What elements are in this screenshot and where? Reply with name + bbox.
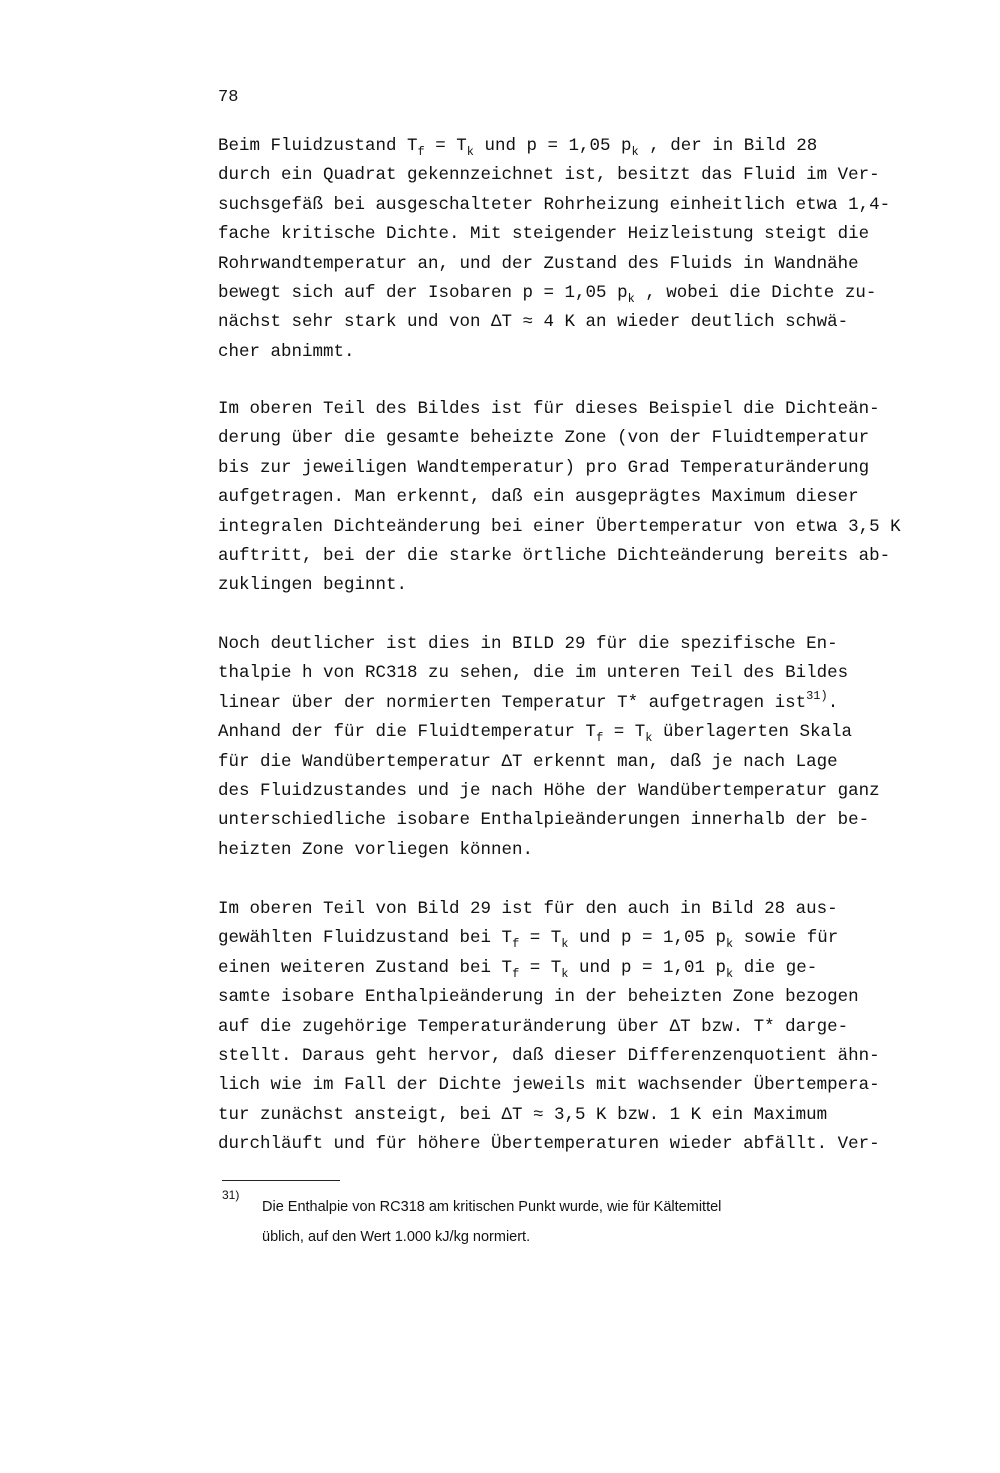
text-run: Rohrwandtemperatur an, und der Zustand des Fluids in Wandnähe <box>218 253 859 274</box>
subscript: f <box>512 937 520 952</box>
text-run: überlagerten Skala <box>652 722 853 743</box>
text-run: , der in Bild 28 <box>638 136 818 156</box>
text-run: unterschiedliche isobare Enthalpieänderungen innerhalb der be- <box>218 810 870 831</box>
footnote-line: Die Enthalpie von RC318 am kritischen Punkt wurde, wie für Kältemittel <box>262 1199 722 1215</box>
text-line <box>218 454 960 483</box>
text-line <box>218 1130 960 1159</box>
text-line <box>218 132 960 161</box>
text-run: durch ein Quadrat gekennzeichnet ist, besitzt das Fluid im Ver- <box>218 165 880 186</box>
text-line <box>218 308 960 337</box>
text-run: integralen Dichteänderung bei einer Übertemperatur von etwa 3,5 K <box>218 516 901 537</box>
subscript: k <box>561 966 569 981</box>
text-run: Noch deutlicher ist dies in BILD 29 für die spezifische En- <box>218 634 838 654</box>
text-line <box>218 250 960 279</box>
text-line <box>218 424 960 453</box>
text-run: linear über der normierten Temperatur T* aufgetragen ist <box>218 692 807 713</box>
text-line <box>218 542 960 571</box>
subscript: f <box>417 145 425 159</box>
text-line <box>218 806 960 835</box>
page-number: 78 <box>218 88 239 107</box>
text-line <box>218 191 960 220</box>
text-run: Im oberen Teil von Bild 29 ist für den auch in Bild 28 aus- <box>218 899 838 919</box>
subscript: k <box>726 937 734 952</box>
text-line <box>218 161 960 190</box>
text-run: auf die zugehörige Temperaturänderung über ΔT bzw. T* darge- <box>218 1016 849 1037</box>
text-line <box>218 338 960 367</box>
text-run: aufgetragen. Man erkennt, daß ein ausgeprägtes Maximum dieser <box>218 487 859 508</box>
subscript: k <box>466 145 474 159</box>
text-run: = T <box>424 136 467 156</box>
text-run: Im oberen Teil des Bildes ist für dieses Beispiel die Dichteän- <box>218 399 880 419</box>
text-run: stellt. Daraus geht hervor, daß dieser Differenzenquotient ähn- <box>218 1045 880 1066</box>
text-line <box>218 279 960 308</box>
paragraph <box>218 630 960 865</box>
text-run: auftritt, bei der die starke örtliche Dichteänderung bereits ab- <box>218 545 891 566</box>
text-line <box>218 748 960 777</box>
text-run: die ge- <box>733 957 818 978</box>
text-run: . <box>827 692 839 713</box>
text-line <box>218 513 960 542</box>
subscript: k <box>631 145 639 159</box>
text-line <box>218 954 960 983</box>
paragraph <box>218 895 960 1160</box>
text-run: suchsgefäß bei ausgeschalteter Rohrheizung einheitlich etwa 1,4- <box>218 194 891 215</box>
text-run: derung über die gesamte beheizte Zone (von der Fluidtemperatur <box>218 428 870 449</box>
subscript: k <box>627 291 635 306</box>
text-run: = T <box>519 928 562 949</box>
text-line <box>218 220 960 249</box>
text-run: nächst sehr stark und von ΔT ≈ 4 K an wieder deutlich schwä- <box>218 312 849 333</box>
text-line <box>218 571 960 600</box>
subscript: k <box>561 937 569 952</box>
text-line <box>218 718 960 747</box>
text-line <box>218 630 960 659</box>
subscript: k <box>726 966 734 981</box>
text-run: zuklingen beginnt. <box>218 575 408 596</box>
text-run: des Fluidzustandes und je nach Höhe der Wandübertemperatur ganz <box>218 780 880 801</box>
text-run: für die Wandübertemperatur ΔT erkennt man, daß je nach Lage <box>218 751 838 772</box>
paragraph <box>218 395 960 601</box>
text-line <box>218 895 960 924</box>
text-run: und p = 1,01 p <box>568 957 727 978</box>
text-run: bewegt sich auf der Isobaren p = 1,05 p <box>218 282 628 303</box>
text-run: lich wie im Fall der Dichte jeweils mit wachsender Übertempera- <box>218 1075 880 1096</box>
text-line <box>218 1042 960 1071</box>
text-line <box>218 483 960 512</box>
text-run: samte isobare Enthalpieänderung in der beheizten Zone bezogen <box>218 987 859 1008</box>
subscript: k <box>645 731 653 746</box>
text-line <box>218 983 960 1012</box>
text-run: cher abnimmt. <box>218 341 355 362</box>
subscript: f <box>596 731 604 746</box>
text-run: und p = 1,05 p <box>473 136 632 156</box>
footnote <box>222 1188 962 1252</box>
footnote-reference: 31) <box>806 688 828 703</box>
paragraph <box>218 132 960 367</box>
text-run: = T <box>519 957 562 978</box>
text-run: Beim Fluidzustand T <box>218 136 418 156</box>
text-run: heizten Zone vorliegen können. <box>218 839 534 860</box>
text-run: tur zunächst ansteigt, bei ΔT ≈ 3,5 K bzw. 1 K ein Maximum <box>218 1104 828 1125</box>
footnote-line: üblich, auf den Wert 1.000 kJ/kg normiert. <box>262 1229 531 1245</box>
text-run: Anhand der für die Fluidtemperatur T <box>218 722 597 743</box>
text-run: fache kritische Dichte. Mit steigender Heizleistung steigt die <box>218 224 870 245</box>
text-run: thalpie h von RC318 zu sehen, die im unteren Teil des Bildes <box>218 663 849 684</box>
text-run: , wobei die Dichte zu- <box>634 282 877 303</box>
text-line <box>218 1101 960 1130</box>
text-line <box>218 659 960 688</box>
text-line <box>218 689 960 718</box>
text-run: einen weiteren Zustand bei T <box>218 957 513 978</box>
text-line <box>218 1071 960 1100</box>
text-run: und p = 1,05 p <box>568 928 727 949</box>
text-run: durchläuft und für höhere Übertemperaturen wieder abfällt. Ver- <box>218 1134 880 1155</box>
text-run: = T <box>603 722 646 743</box>
text-run: gewählten Fluidzustand bei T <box>218 928 513 949</box>
text-line <box>218 777 960 806</box>
subscript: f <box>512 966 520 981</box>
text-line <box>218 395 960 424</box>
text-line <box>218 924 960 953</box>
footnote-marker: 31) <box>222 1188 240 1202</box>
text-line <box>218 836 960 865</box>
text-run: sowie für <box>733 928 839 949</box>
text-run: bis zur jeweiligen Wandtemperatur) pro Grad Temperaturänderung <box>218 457 870 478</box>
text-line <box>218 1013 960 1042</box>
footnote-rule <box>222 1180 340 1181</box>
